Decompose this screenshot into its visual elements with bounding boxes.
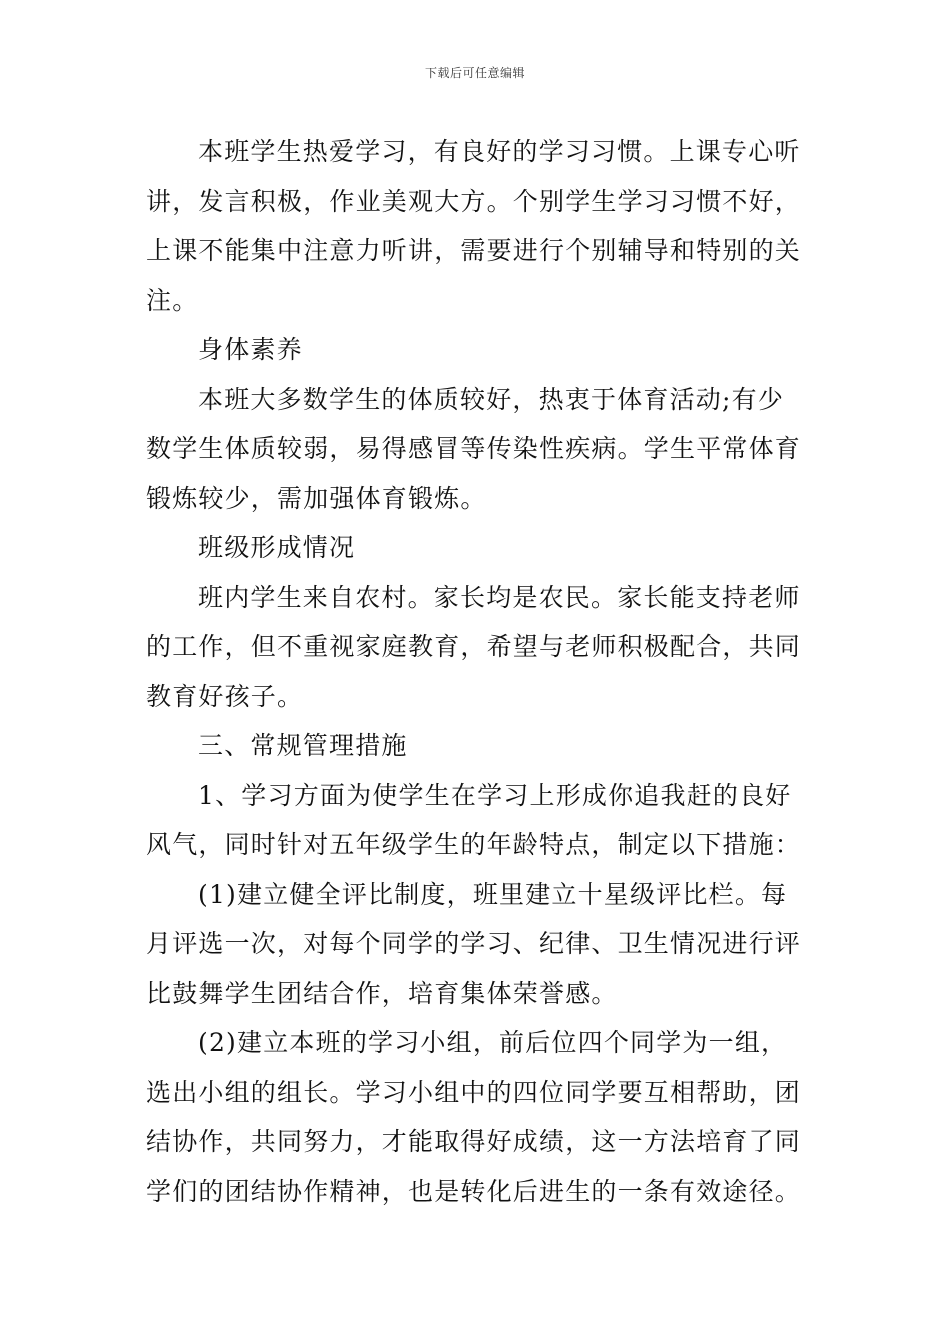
paragraph-study-habits: 本班学生热爱学习，有良好的学习习惯。上课专心听讲，发言积极，作业美观大方。个别学生学习习惯不好，上课不能集中注意力听讲，需要进行个别辅导和特别的关注。 [146, 137, 802, 315]
document-body [146, 127, 808, 1216]
paragraph-study-measures: 1、学习方面为使学生在学习上形成你追我赶的良好风气，同时针对五年级学生的年龄特点，制定以下措施： [146, 780, 802, 859]
paragraph-class-formation: 班内学生来自农村。家长均是农民。家长能支持老师的工作，但不重视家庭教育，希望与老师积极配合，共同教育好孩子。 [146, 582, 802, 711]
heading-management-measures: 三、常规管理措施 [198, 731, 408, 760]
paragraph-physical-quality: 本班大多数学生的体质较好，热衷于体育活动;有少数学生体质较弱，易得感冒等传染性疾病。学生平常体育锻炼较少，需加强体育锻炼。 [146, 384, 802, 513]
heading-physical-quality: 身体素养 [198, 335, 303, 364]
paragraph-measure-1: (1)建立健全评比制度，班里建立十星级评比栏。每月评选一次，对每个同学的学习、纪律、卫生情况进行评比鼓舞学生团结合作，培育集体荣誉感。 [146, 879, 802, 1008]
page-header: 下载后可任意编辑 [424, 66, 525, 80]
paragraph-measure-2: (2)建立本班的学习小组，前后位四个同学为一组，选出小组的组长。学习小组中的四位同学要互相帮助，团结协作，共同努力，才能取得好成绩，这一方法培育了同学们的团结协作精神，也是转化后进生的一条有效途径。 [146, 1028, 802, 1206]
heading-class-formation: 班级形成情况 [198, 533, 356, 562]
